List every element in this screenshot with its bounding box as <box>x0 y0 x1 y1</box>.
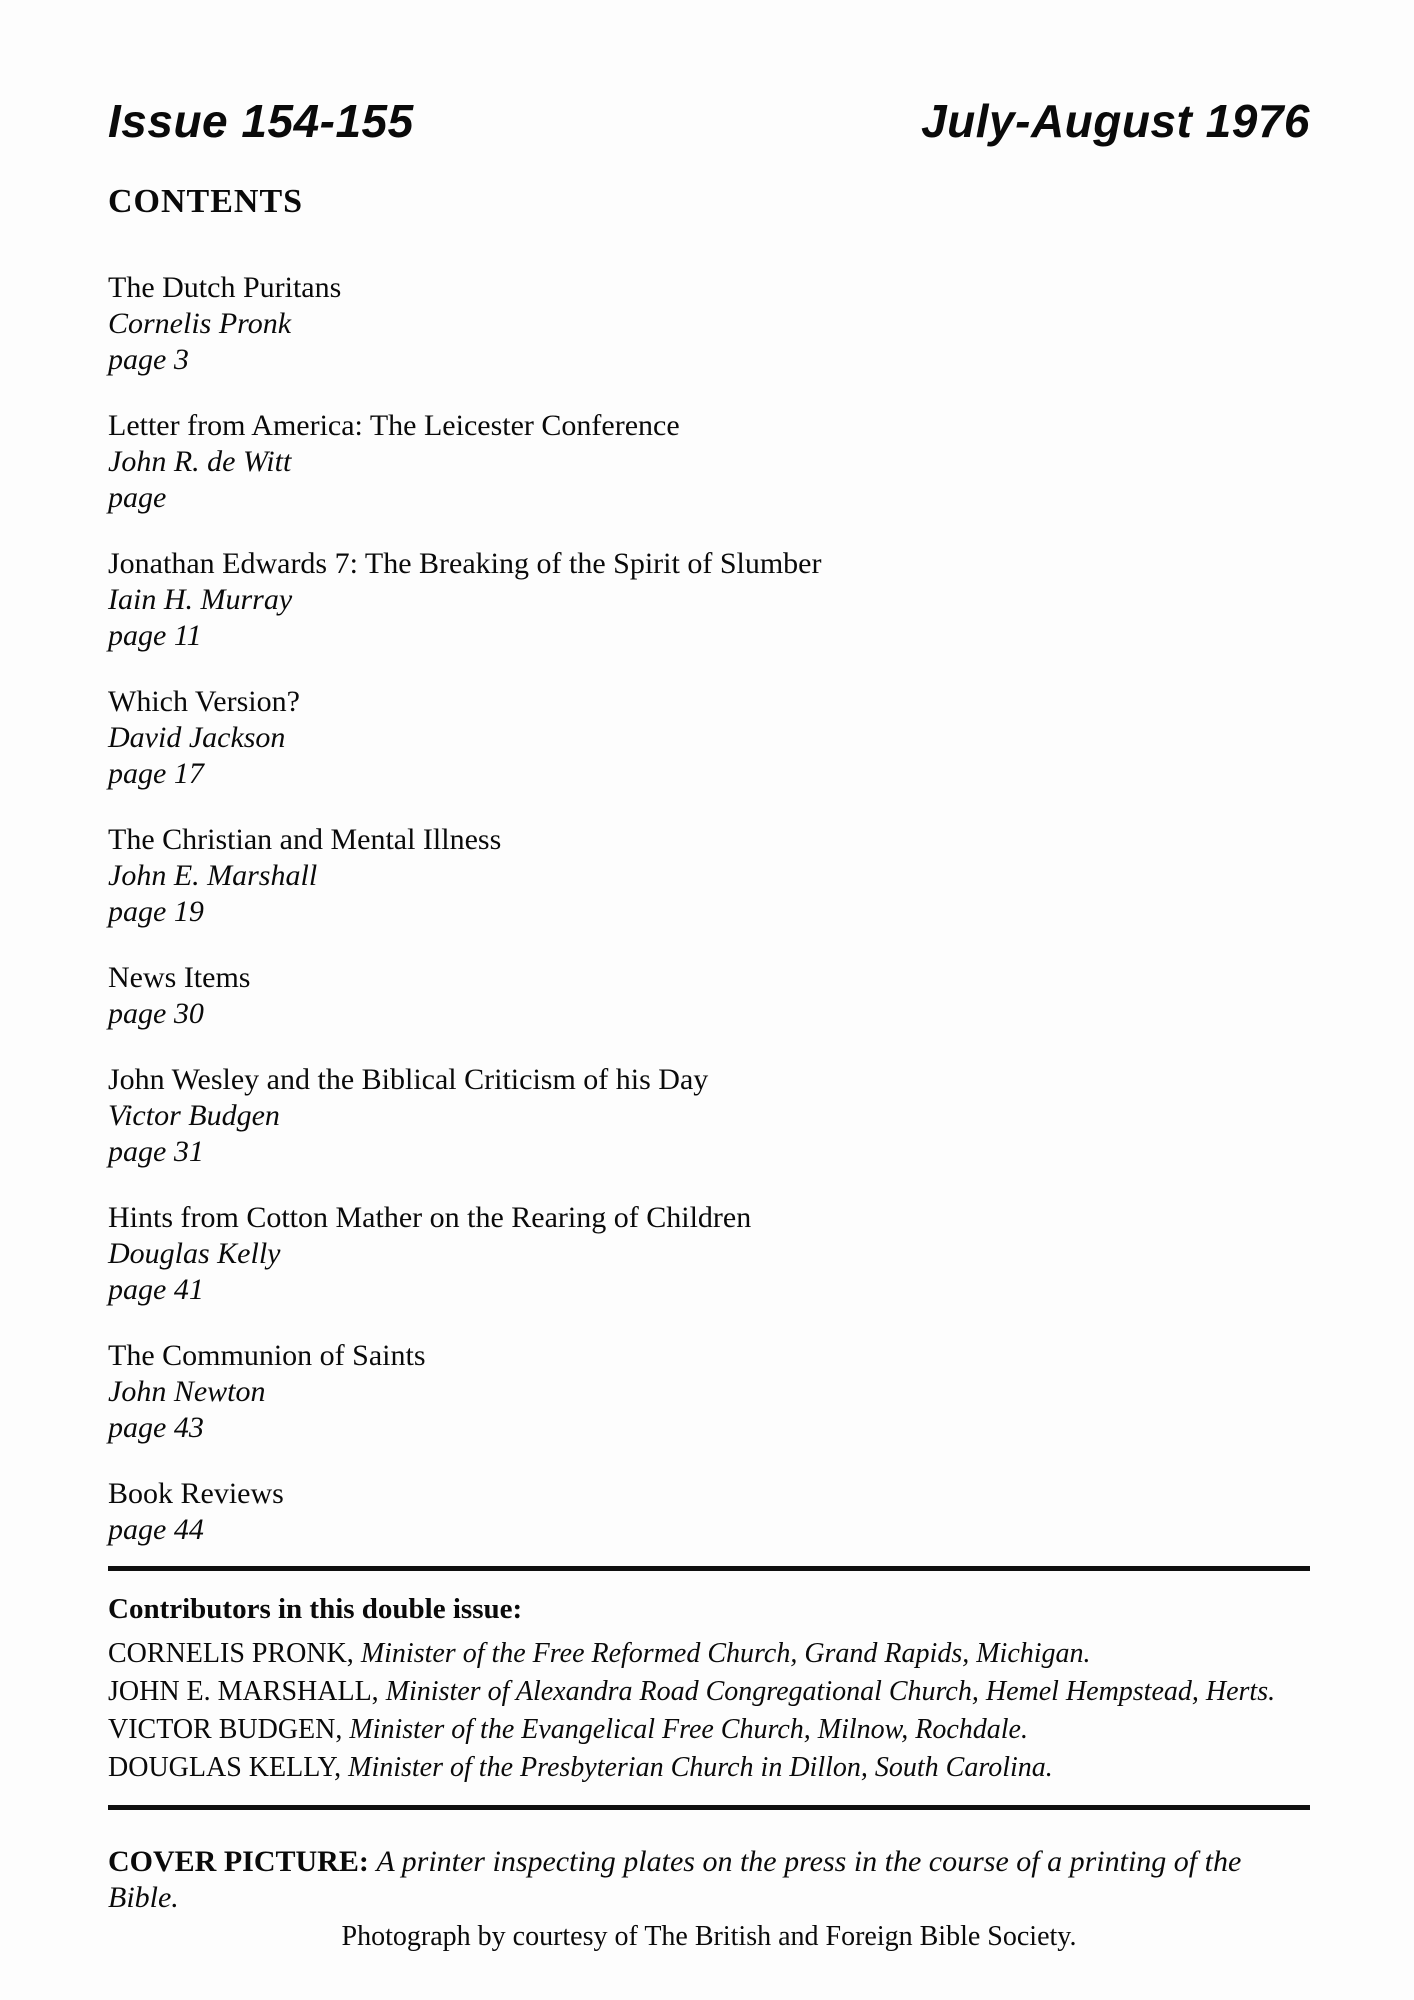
contents-entry <box>108 1200 1310 1308</box>
entry-title: The Christian and Mental Illness <box>108 823 502 856</box>
entry-author: John E. Marshall <box>108 859 318 892</box>
entry-author: Douglas Kelly <box>108 1237 281 1270</box>
contributor-row <box>108 1673 1310 1711</box>
entry-page-number: page 30 <box>108 997 204 1030</box>
contributor-row <box>108 1711 1310 1749</box>
contributor-role: Minister of Alexandra Road Congregational Church, Hemel Hempstead, Herts. <box>385 1676 1276 1707</box>
entry-title: The Dutch Puritans <box>108 271 342 304</box>
contents-entry <box>108 1062 1310 1170</box>
entry-page-number: page 43 <box>108 1411 204 1444</box>
entry-page-number: page 3 <box>108 343 189 376</box>
contents-entry <box>108 960 1310 1032</box>
entry-author: Iain H. Murray <box>108 583 293 616</box>
cover-picture-note <box>108 1844 1310 1954</box>
contents-entry <box>108 546 1310 654</box>
contributors-section <box>108 1591 1310 1787</box>
entry-title: The Communion of Saints <box>108 1339 426 1372</box>
contributor-row <box>108 1635 1310 1673</box>
contributors-heading: Contributors in this double issue: <box>108 1593 523 1625</box>
contributor-name: DOUGLAS KELLY, <box>108 1752 342 1783</box>
top-divider <box>108 1566 1310 1571</box>
entry-page-number: page 41 <box>108 1273 204 1306</box>
contributor-row <box>108 1749 1310 1787</box>
entry-title: Which Version? <box>108 685 300 718</box>
entry-author: David Jackson <box>108 721 286 754</box>
cover-credit: Photograph by courtesy of The British and Foreign Bible Society. <box>341 1921 1077 1952</box>
entry-author: John Newton <box>108 1375 266 1408</box>
contents-entry <box>108 270 1310 378</box>
cover-caption-text: A printer inspecting plates on the press in the course of a printing of the Bible. <box>108 1845 1242 1914</box>
contributors-list <box>108 1635 1310 1787</box>
entry-title: Jonathan Edwards 7: The Breaking of the Spirit of Slumber <box>108 547 822 580</box>
entry-author: John R. de Witt <box>108 445 292 478</box>
contributor-role: Minister of the Evangelical Free Church, Milnow, Rochdale. <box>349 1714 1028 1745</box>
issue-header <box>108 95 1310 147</box>
contributor-role: Minister of the Presbyterian Church in Dillon, South Carolina. <box>348 1752 1053 1783</box>
entry-title: Hints from Cotton Mather on the Rearing of Children <box>108 1201 752 1234</box>
entry-title: Book Reviews <box>108 1477 284 1510</box>
contributor-name: CORNELIS PRONK, <box>108 1638 354 1669</box>
contributor-role: Minister of the Free Reformed Church, Grand Rapids, Michigan. <box>360 1638 1091 1669</box>
entry-title: John Wesley and the Biblical Criticism of his Day <box>108 1063 709 1096</box>
entry-title: Letter from America: The Leicester Conference <box>108 409 680 442</box>
entry-title: News Items <box>108 961 251 994</box>
issue-number: Issue 154-155 <box>108 95 414 147</box>
entry-page-number: page <box>108 481 167 514</box>
contents-entry <box>108 1338 1310 1446</box>
contents-entry <box>108 822 1310 930</box>
contributor-name: VICTOR BUDGEN, <box>108 1714 343 1745</box>
contents-entry <box>108 684 1310 792</box>
entry-page-number: page 31 <box>108 1135 204 1168</box>
entry-page-number: page 44 <box>108 1513 204 1546</box>
issue-date: July-August 1976 <box>921 95 1310 147</box>
cover-caption <box>108 1844 1310 1916</box>
cover-picture-label: COVER PICTURE: <box>108 1845 369 1878</box>
entry-page-number: page 11 <box>108 619 202 652</box>
contents-entry <box>108 1476 1310 1548</box>
entry-page-number: page 19 <box>108 895 204 928</box>
contents-list <box>108 270 1310 1548</box>
entry-page-number: page 17 <box>108 757 204 790</box>
contents-heading: CONTENTS <box>108 183 304 220</box>
contents-entry <box>108 408 1310 516</box>
bottom-divider <box>108 1805 1310 1810</box>
entry-author: Cornelis Pronk <box>108 307 292 340</box>
entry-author: Victor Budgen <box>108 1099 280 1132</box>
contributor-name: JOHN E. MARSHALL, <box>108 1676 379 1707</box>
